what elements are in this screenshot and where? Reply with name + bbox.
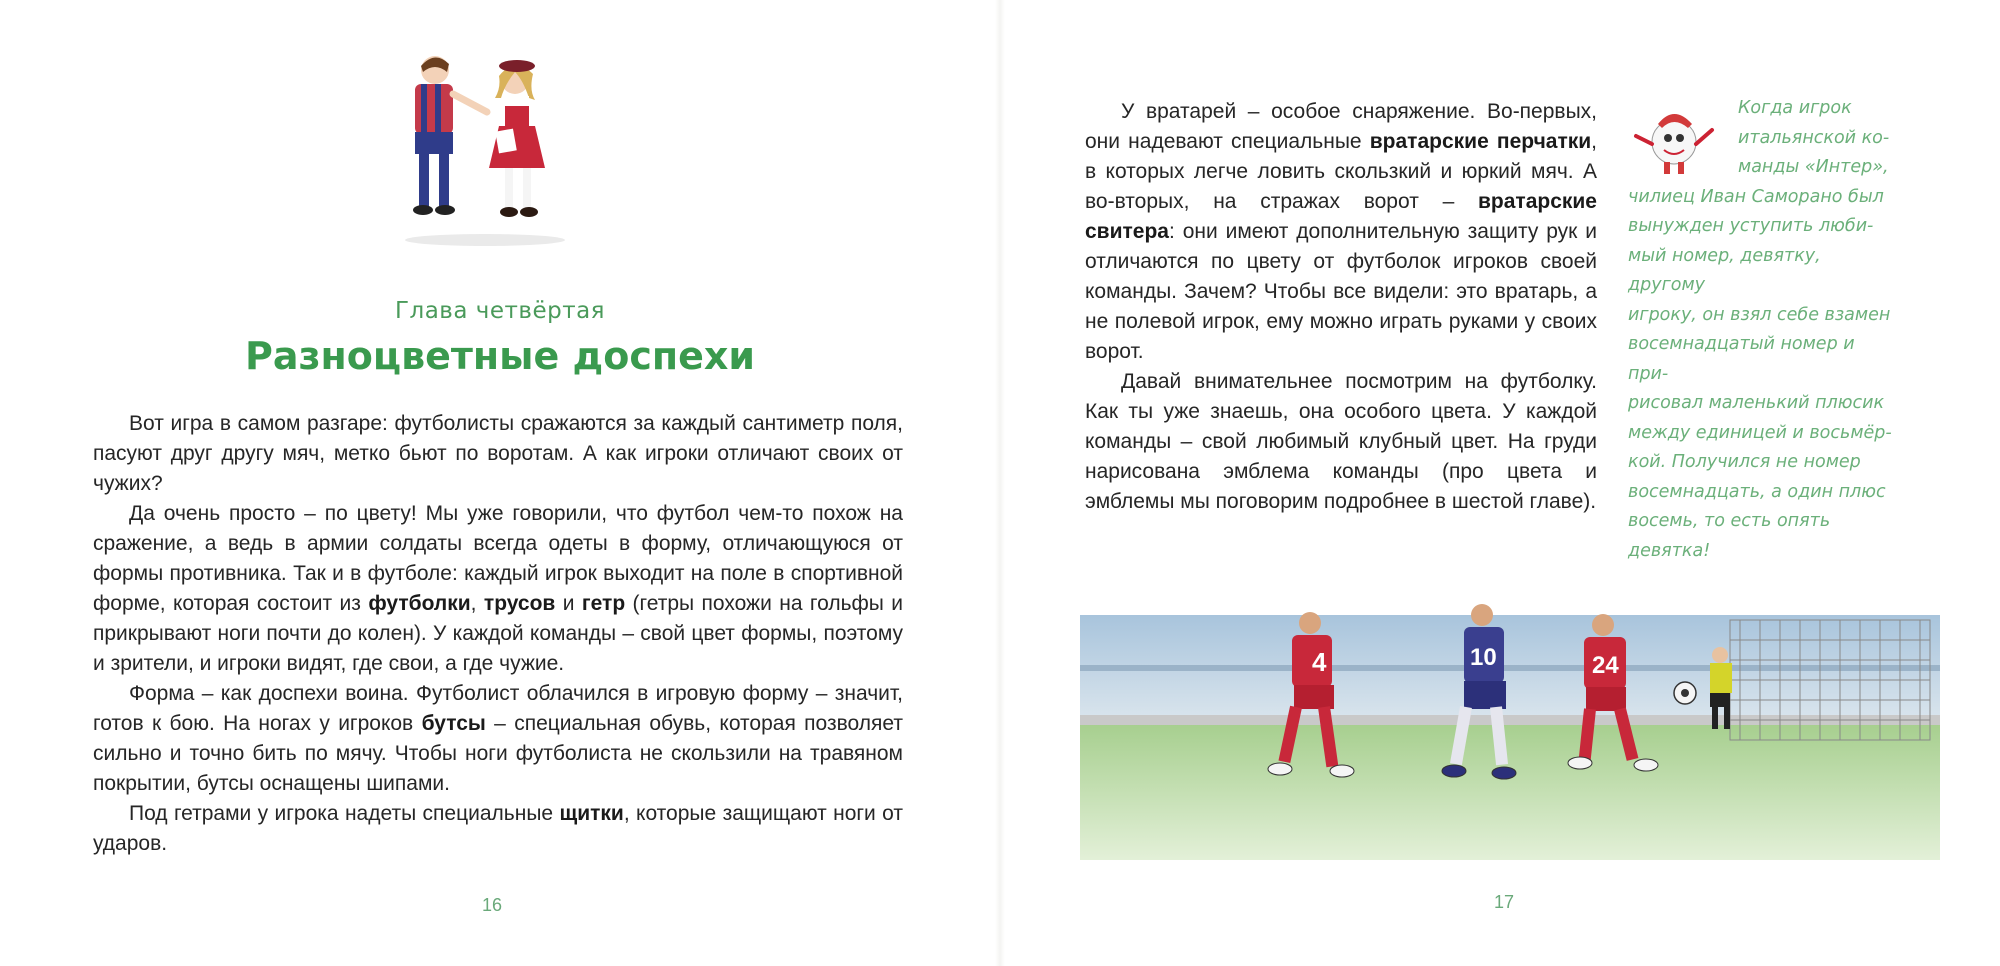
left-body-text [93, 409, 903, 859]
football-match-illustration [1080, 585, 1940, 860]
side-note-line: манды «Интер», [1738, 157, 1889, 177]
paragraph: Да очень просто – по цвету! Мы уже говорили, что футбол чем-то похож на сражение, а ведь в армии солдаты всегда одеты в форму, отличающуюся от формы противника. Так и в футболе: каждый игрок выходит на поле в спортивной форме, которая состоит из футболки, трусов и гетр (гетры похожи на гольфы и прикрывают ноги почти до колен). У каждой команды – свой цвет формы, поэтому и зрители, и игроки видят, где свои, а где чужие. [93, 502, 904, 675]
paragraph: Под гетрами у игрока надеты специальные щитки, которые защищают ноги от ударов. [93, 802, 903, 855]
right-body-text [1085, 97, 1597, 517]
paragraph: Давай внимательнее посмотрим на футболку. Как ты уже знаешь, она особого цвета. У каждой команды – свой любимый клубный цвет. На груди нарисована эмблема команды (про цвета и эмблемы мы поговорим подробнее в шестой главе). [1085, 370, 1597, 513]
chapter-title: Разноцветные доспехи [244, 334, 756, 378]
jersey-number: 24 [1592, 652, 1619, 679]
side-note-line: вынужден уступить люби- [1628, 216, 1874, 236]
side-note-line: рисовал маленький плюсик [1628, 393, 1885, 413]
page-number-right: 17 [1494, 892, 1515, 912]
jersey-number: 4 [1312, 647, 1327, 677]
side-note-line: мый номер, девятку, другому [1628, 245, 1821, 295]
side-note-line: восемь, то есть опять [1628, 511, 1831, 531]
term-bold: футболки [368, 592, 471, 615]
term-bold: трусов [483, 592, 556, 615]
term-bold: вратарские перчатки [1369, 130, 1592, 153]
side-note-line: восемнадцать, а один плюс [1628, 481, 1886, 502]
side-note-line: кой. Получился не номер [1628, 452, 1861, 472]
paragraph: У вратарей – особое снаряжение. Во-первых, они надевают специальные вратарские перчатки, в которых легче ловить скользкий и юркий мяч. А во-вторых, на стражах ворот – вратарские свитера: они имеют дополнительную защиту рук и отличаются по цвету от футболок игроков своей команды. Зачем? Чтобы все видели: это вратарь, а не полевой игрок, ему можно играть руками у своих ворот. [1085, 100, 1597, 363]
term-bold: щитки [559, 802, 624, 825]
term-bold: вратарские свитера [1085, 190, 1597, 243]
kids-illustration [395, 50, 575, 250]
paragraph: Форма – как доспехи воина. Футболист облачился в игровую форму – значит, готов к бою. На ногах у игроков бутсы – специальная обувь, которая позволяет сильно и точно бить по мячу. Чтобы ноги футболиста не скользили на травяном покрытии, бутсы оснащены шипами. [93, 682, 903, 795]
paragraph: Вот игра в самом разгаре: футболисты сражаются за каждый сантиметр поля, пасуют друг другу мяч, метко бьют по воротам. А как игроки отличают своих от чужих? [93, 412, 903, 495]
side-note-line: девятка! [1628, 540, 1711, 561]
side-note-line: Когда игрок [1738, 98, 1852, 118]
page-number-left: 16 [482, 895, 503, 915]
right-page [1000, 0, 2000, 966]
chapter-label: Глава четвёртая [394, 298, 606, 324]
jersey-number: 10 [1470, 644, 1497, 671]
term-bold: бутсы [421, 712, 486, 735]
side-note-line: чилиец Иван Саморано был [1628, 186, 1884, 207]
side-note-line: восемнадцатый номер и при- [1628, 334, 1855, 384]
side-note [1628, 94, 1898, 566]
side-note-line: итальянской ко- [1738, 127, 1890, 148]
side-note-line: между единицей и восьмёр- [1628, 422, 1892, 443]
side-note-line: игроку, он взял себе взамен [1628, 304, 1891, 325]
term-bold: гетр [581, 592, 626, 615]
